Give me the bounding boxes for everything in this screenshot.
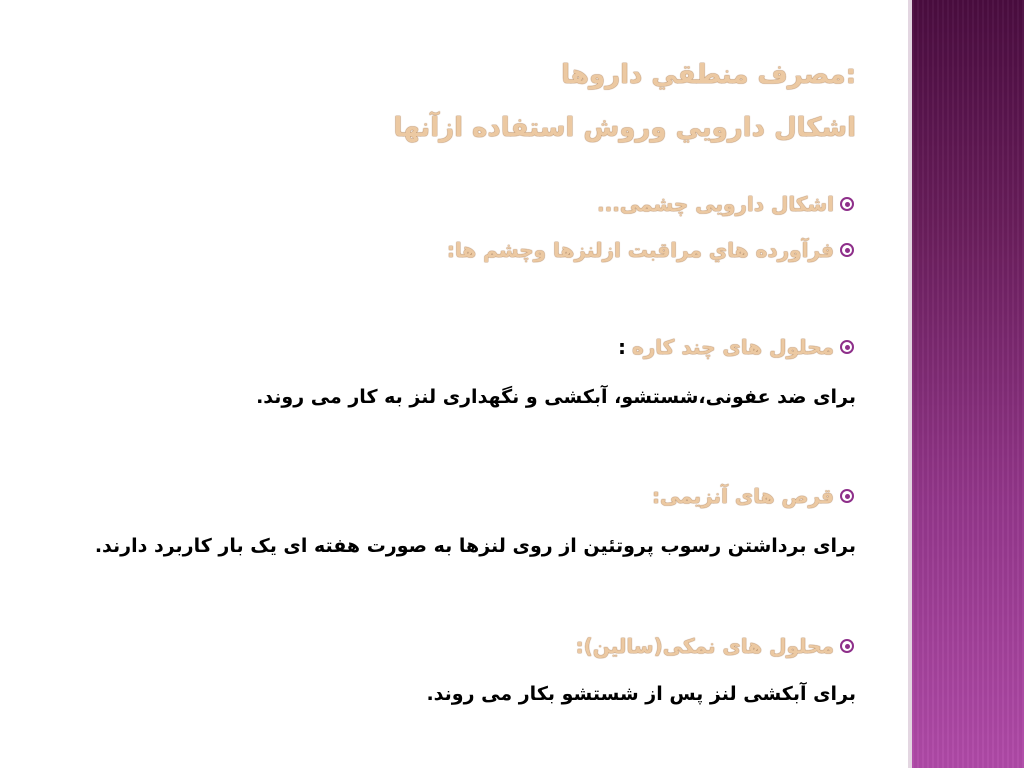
circle-bullet-icon [840,243,854,257]
paragraph-multipurpose: برای ضد عفونی،شستشو، آبکشی و نگهداری لنز به کار می روند. [256,386,856,408]
bullet-enzymatic-tablets [652,484,854,508]
bullet-label: محلول های چند کاره [631,335,834,359]
bullet-label: محلول های نمکی(سالین): [575,634,834,658]
circle-bullet-icon [840,489,854,503]
decorative-side-band [912,0,1024,768]
paragraph-enzymatic: برای برداشتن رسوب پروتئین از روی لنزها به صورت هفته ای یک بار کاربرد دارند. [94,535,856,557]
slide-subtitle: اشكال دارويي وروش استفاده ازآنها [393,113,856,143]
bullet-label: فرآورده هاي مراقبت ازلنزها وچشم ها: [446,238,834,262]
bullet-eye-dosage-forms [597,192,854,216]
bullet-colon: : [617,335,626,359]
circle-bullet-icon [840,639,854,653]
bullet-multipurpose-solutions [618,335,854,359]
paragraph-saline: برای آبکشی لنز پس از شستشو بکار می روند. [426,683,856,705]
slide-title: مصرف منطقي داروها: [561,60,856,90]
bullet-lens-care-products [447,238,854,262]
circle-bullet-icon [840,197,854,211]
circle-bullet-icon [840,340,854,354]
bullet-label: اشکال دارویی چشمی... [597,192,834,216]
bullet-label: قرص های آنزیمی: [651,484,834,508]
bullet-saline-solutions [576,634,854,658]
